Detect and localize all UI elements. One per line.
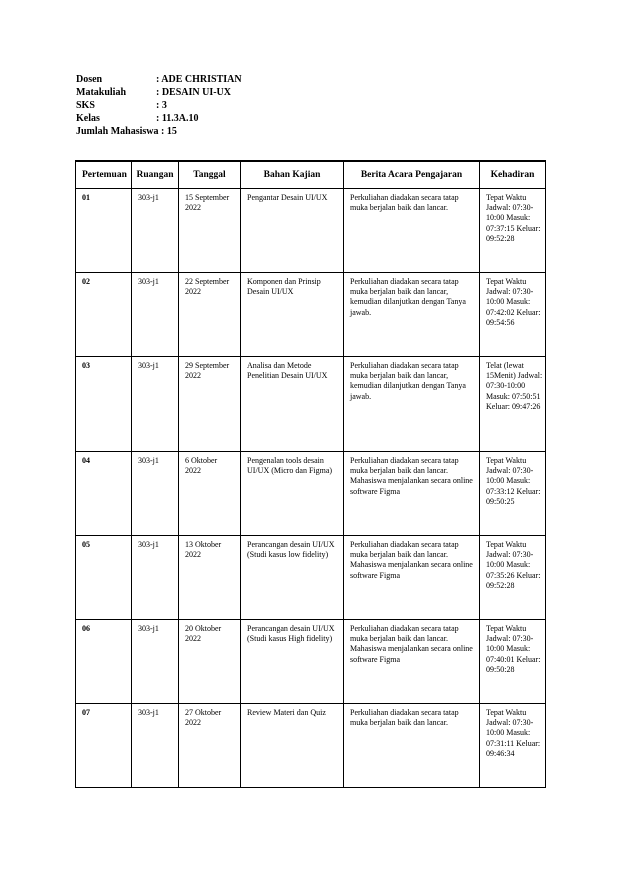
cell-kehadiran: Telat (lewat 15Menit) Jadwal: 07:30-10:00 Masuk: 07:50:51 Keluar: 09:47:26 <box>480 357 546 452</box>
cell-bahan-kajian: Analisa dan Metode Penelitian Desain UI/UX <box>241 357 344 452</box>
cell-tanggal: 29 September 2022 <box>179 357 241 452</box>
jumlah-mahasiswa: Jumlah Mahasiswa : 15 <box>76 126 177 137</box>
cell-bahan-kajian: Komponen dan Prinsip Desain UI/UX <box>241 273 344 357</box>
cell-berita-acara: Perkuliahan diadakan secara tatap muka berjalan baik dan lancar, kemudian dilanjutkan dengan Tanya jawab. <box>344 357 480 452</box>
cell-kehadiran: Tepat Waktu Jadwal: 07:30-10:00 Masuk: 07:42:02 Keluar: 09:54:56 <box>480 273 546 357</box>
header-ruangan: Ruangan <box>132 161 179 189</box>
header-pertemuan: Pertemuan <box>76 161 132 189</box>
dosen-value: : ADE CHRISTIAN <box>156 74 242 85</box>
header-tanggal: Tanggal <box>179 161 241 189</box>
info-row-sks <box>76 99 242 112</box>
header-kehadiran: Kehadiran <box>480 161 546 189</box>
cell-ruangan: 303-j1 <box>132 536 179 620</box>
table-row <box>76 273 546 357</box>
cell-berita-acara: Perkuliahan diadakan secara tatap muka berjalan baik dan lancar. Mahasiswa menjalankan secara online software Figma <box>344 536 480 620</box>
table-row <box>76 189 546 273</box>
sks-value: : 3 <box>156 100 167 111</box>
cell-ruangan: 303-j1 <box>132 704 179 788</box>
cell-ruangan: 303-j1 <box>132 452 179 536</box>
cell-ruangan: 303-j1 <box>132 357 179 452</box>
cell-kehadiran: Tepat Waktu Jadwal: 07:30-10:00 Masuk: 07:33:12 Keluar: 09:50:25 <box>480 452 546 536</box>
sks-label: SKS <box>76 100 95 111</box>
cell-bahan-kajian: Perancangan desain UI/UX (Studi kasus High fidelity) <box>241 620 344 704</box>
cell-pertemuan: 01 <box>76 189 132 273</box>
cell-bahan-kajian: Perancangan desain UI/UX (Studi kasus low fidelity) <box>241 536 344 620</box>
table-row <box>76 704 546 788</box>
cell-berita-acara: Perkuliahan diadakan secara tatap muka berjalan baik dan lancar. Mahasiswa menjalankan secara online software Figma <box>344 452 480 536</box>
info-row-matakuliah <box>76 86 242 99</box>
header-berita-acara: Berita Acara Pengajaran <box>344 161 480 189</box>
dosen-label: Dosen <box>76 74 103 85</box>
info-row-kelas <box>76 112 242 125</box>
cell-bahan-kajian: Pengantar Desain UI/UX <box>241 189 344 273</box>
cell-berita-acara: Perkuliahan diadakan secara tatap muka berjalan baik dan lancar. <box>344 189 480 273</box>
kelas-label: Kelas <box>76 113 100 124</box>
cell-tanggal: 13 Oktober 2022 <box>179 536 241 620</box>
cell-kehadiran: Tepat Waktu Jadwal: 07:30-10:00 Masuk: 07:40:01 Keluar: 09:50:28 <box>480 620 546 704</box>
cell-ruangan: 303-j1 <box>132 273 179 357</box>
table-row <box>76 357 546 452</box>
table-row <box>76 452 546 536</box>
cell-pertemuan: 04 <box>76 452 132 536</box>
cell-pertemuan: 05 <box>76 536 132 620</box>
cell-pertemuan: 03 <box>76 357 132 452</box>
cell-tanggal: 27 Oktober 2022 <box>179 704 241 788</box>
info-row-jumlah <box>76 125 242 138</box>
attendance-table <box>75 160 546 788</box>
cell-tanggal: 22 September 2022 <box>179 273 241 357</box>
cell-kehadiran: Tepat Waktu Jadwal: 07:30-10:00 Masuk: 07:35:26 Keluar: 09:52:28 <box>480 536 546 620</box>
matakuliah-value: : DESAIN UI-UX <box>156 87 232 98</box>
table-header-row <box>76 161 546 189</box>
table-row <box>76 536 546 620</box>
cell-kehadiran: Tepat Waktu Jadwal: 07:30-10:00 Masuk: 07:31:11 Keluar: 09:46:34 <box>480 704 546 788</box>
cell-pertemuan: 06 <box>76 620 132 704</box>
cell-kehadiran: Tepat Waktu Jadwal: 07:30-10:00 Masuk: 07:37:15 Keluar: 09:52:28 <box>480 189 546 273</box>
info-row-dosen <box>76 73 242 86</box>
course-info <box>76 73 242 138</box>
matakuliah-label: Matakuliah <box>76 87 127 98</box>
cell-ruangan: 303-j1 <box>132 189 179 273</box>
cell-tanggal: 20 Oktober 2022 <box>179 620 241 704</box>
cell-tanggal: 15 September 2022 <box>179 189 241 273</box>
kelas-value: : 11.3A.10 <box>156 113 199 124</box>
cell-pertemuan: 02 <box>76 273 132 357</box>
cell-berita-acara: Perkuliahan diadakan secara tatap muka berjalan baik dan lancar. Mahasiswa menjalankan secara online software Figma <box>344 620 480 704</box>
cell-bahan-kajian: Review Materi dan Quiz <box>241 704 344 788</box>
cell-tanggal: 6 Oktober 2022 <box>179 452 241 536</box>
cell-pertemuan: 07 <box>76 704 132 788</box>
cell-berita-acara: Perkuliahan diadakan secara tatap muka berjalan baik dan lancar. <box>344 704 480 788</box>
cell-ruangan: 303-j1 <box>132 620 179 704</box>
cell-bahan-kajian: Pengenalan tools desain UI/UX (Micro dan Figma) <box>241 452 344 536</box>
cell-berita-acara: Perkuliahan diadakan secara tatap muka berjalan baik dan lancar, kemudian dilanjutkan dengan Tanya jawab. <box>344 273 480 357</box>
header-bahan-kajian: Bahan Kajian <box>241 161 344 189</box>
table-row <box>76 620 546 704</box>
